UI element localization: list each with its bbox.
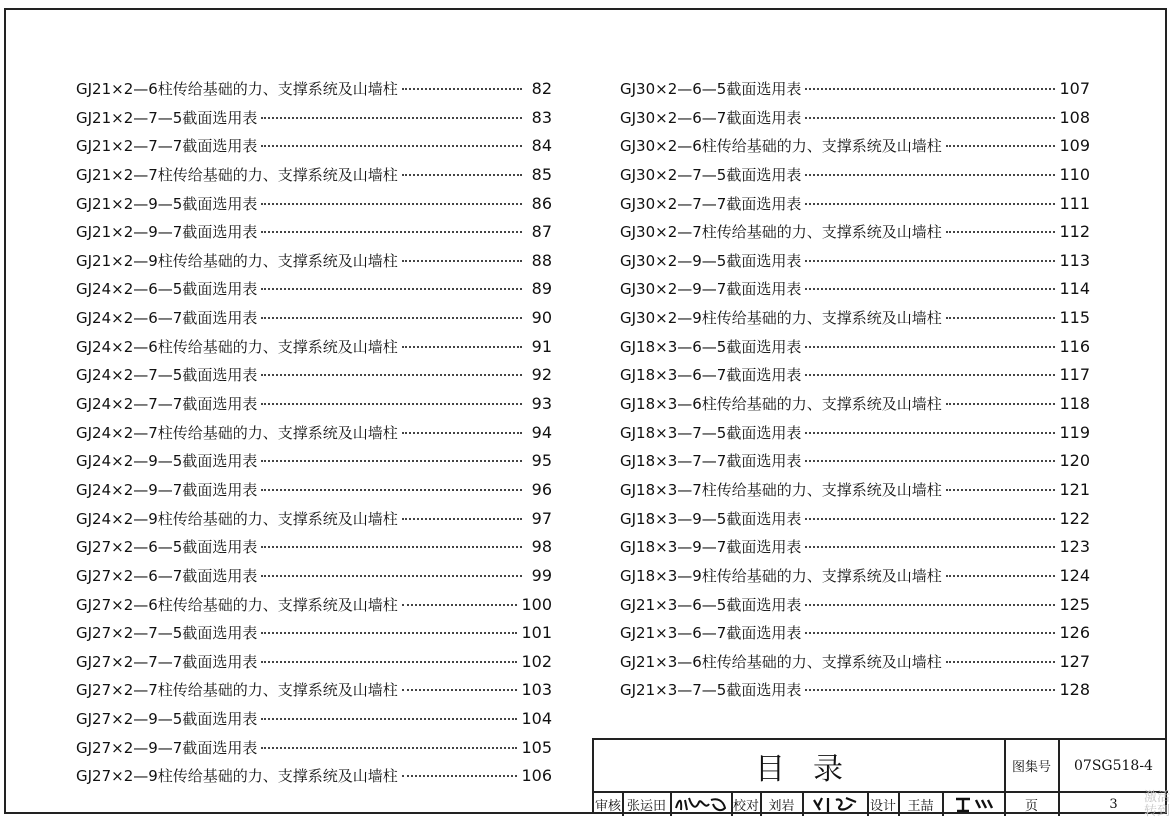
toc-entry: [620, 107, 1090, 136]
toc-entry-page: 84: [531, 136, 552, 156]
toc-entry: [76, 536, 552, 565]
toc-dot-leader: [402, 775, 518, 777]
review-label: 审核: [594, 798, 621, 814]
toc-entry-title: GJ18×3—7—7截面选用表: [620, 452, 802, 471]
reviewer-name: 张运田: [626, 798, 666, 814]
toc-entry-page: 87: [531, 222, 552, 242]
toc-entry-page: 112: [1059, 222, 1090, 242]
toc-dot-leader: [261, 145, 522, 147]
toc-entry-title: GJ21×3—7—5截面选用表: [620, 681, 802, 700]
toc-entry: [620, 393, 1090, 422]
toc-dot-leader: [261, 460, 522, 462]
toc-entry-title: GJ18×3—7柱传给基础的力、支撑系统及山墙柱: [620, 480, 942, 499]
toc-entry-page: 117: [1059, 365, 1090, 385]
toc-dot-leader: [805, 546, 1055, 548]
checker-signature: [803, 792, 867, 816]
toc-entry-page: 103: [521, 680, 552, 700]
toc-entry-title: GJ24×2—6—5截面选用表: [76, 280, 258, 299]
toc-dot-leader: [261, 231, 522, 233]
toc-entry-page: 106: [521, 766, 552, 786]
atlas-number-label: 图集号: [1011, 760, 1051, 775]
toc-dot-leader: [261, 718, 517, 720]
toc-dot-leader: [805, 260, 1055, 262]
toc-dot-leader: [261, 546, 522, 548]
toc-entry-page: 99: [531, 565, 552, 585]
title-block-title: 目录: [755, 752, 871, 787]
toc-entry: [76, 594, 552, 623]
toc-dot-leader: [261, 203, 522, 205]
toc-entry-page: 104: [521, 709, 552, 729]
toc-entry-title: GJ21×3—6柱传给基础的力、支撑系统及山墙柱: [620, 652, 942, 671]
toc-dot-leader: [402, 174, 522, 176]
toc-dot-leader: [402, 432, 522, 434]
toc-entry: [620, 679, 1090, 708]
toc-dot-leader: [261, 288, 522, 290]
toc-dot-leader: [402, 346, 522, 348]
toc-entry-page: 90: [531, 308, 552, 328]
toc-entry-page: 127: [1059, 651, 1090, 671]
toc-entry-page: 97: [531, 508, 552, 528]
toc-entry-title: GJ27×2—6—7截面选用表: [76, 566, 258, 585]
watermark-line-1: 激活: [1143, 790, 1170, 805]
toc-dot-leader: [261, 747, 517, 749]
watermark-line-2: 转到: [1143, 804, 1170, 819]
toc-dot-leader: [261, 661, 517, 663]
toc-entry-title: GJ30×2—9柱传给基础的力、支撑系统及山墙柱: [620, 309, 942, 328]
toc-entry-page: 122: [1059, 508, 1090, 528]
toc-dot-leader: [805, 374, 1055, 376]
toc-entry-page: 114: [1059, 279, 1090, 299]
toc-entry: [76, 450, 552, 479]
toc-entry-title: GJ24×2—7—5截面选用表: [76, 366, 258, 385]
toc-entry-title: GJ30×2—6柱传给基础的力、支撑系统及山墙柱: [620, 137, 942, 156]
toc-entry: [620, 479, 1090, 508]
toc-entry-page: 107: [1059, 79, 1090, 98]
toc-entry: [620, 250, 1090, 279]
toc-dot-leader: [261, 374, 522, 376]
toc-entry: [76, 565, 552, 594]
toc-entry-title: GJ18×3—6—7截面选用表: [620, 366, 802, 385]
toc-dot-leader: [261, 632, 517, 634]
toc-entry-page: 118: [1059, 394, 1090, 414]
toc-entry: [620, 450, 1090, 479]
toc-entry-title: GJ18×3—9柱传给基础的力、支撑系统及山墙柱: [620, 566, 942, 585]
toc-dot-leader: [946, 575, 1056, 577]
toc-entry-title: GJ18×3—7—5截面选用表: [620, 423, 802, 442]
toc-dot-leader: [261, 403, 522, 405]
toc-entry-page: 95: [531, 451, 552, 471]
check-label: 校对: [732, 798, 759, 814]
toc-entry: [76, 336, 552, 365]
toc-entry: [76, 364, 552, 393]
toc-dot-leader: [946, 145, 1056, 147]
toc-entry-page: 113: [1059, 250, 1090, 270]
toc-entry-title: GJ24×2—9—7截面选用表: [76, 480, 258, 499]
toc-dot-leader: [261, 489, 522, 491]
toc-dot-leader: [946, 403, 1056, 405]
toc-entry-page: 111: [1059, 193, 1090, 213]
toc-entry: [76, 193, 552, 222]
toc-entry-title: GJ21×3—6—5截面选用表: [620, 595, 802, 614]
toc-entry: [76, 622, 552, 651]
toc-entry-title: GJ24×2—7—7截面选用表: [76, 395, 258, 414]
atlas-number: 07SG518-4: [1074, 757, 1153, 774]
toc-dot-leader: [402, 604, 518, 606]
toc-dot-leader: [805, 689, 1055, 691]
title-block: [592, 738, 1166, 814]
toc-entry-title: GJ18×3—9—5截面选用表: [620, 509, 802, 528]
toc-entry-page: 105: [521, 737, 552, 757]
page-number: 3: [1109, 796, 1118, 812]
toc-entry-page: 124: [1059, 565, 1090, 585]
toc-dot-leader: [402, 260, 522, 262]
reviewer-signature-drawing: [673, 794, 729, 814]
toc-entry: [620, 135, 1090, 164]
toc-entry-page: 121: [1059, 479, 1090, 499]
design-label: 设计: [869, 798, 896, 814]
toc-entry-title: GJ27×2—7柱传给基础的力、支撑系统及山墙柱: [76, 681, 398, 700]
toc-entry-page: 94: [531, 422, 552, 442]
toc-entry-page: 110: [1059, 164, 1090, 184]
toc-entry: [620, 278, 1090, 307]
toc-dot-leader: [805, 117, 1055, 119]
toc-entry: [620, 508, 1090, 537]
toc-entry: [76, 508, 552, 537]
toc-entry-page: 123: [1059, 537, 1090, 557]
toc-entry: [76, 278, 552, 307]
toc-entry: [76, 765, 552, 794]
toc-entry: [76, 250, 552, 279]
toc-entry: [620, 565, 1090, 594]
toc-entry: [620, 594, 1090, 623]
toc-entry-page: 86: [531, 193, 552, 213]
toc-entry-page: 82: [531, 79, 552, 98]
toc-entry-page: 119: [1059, 422, 1090, 442]
toc-entry-title: GJ27×2—7—5截面选用表: [76, 624, 258, 643]
toc-dot-leader: [805, 518, 1055, 520]
toc-entry-title: GJ18×3—6—5截面选用表: [620, 337, 802, 356]
toc-entry: [620, 221, 1090, 250]
toc-dot-leader: [946, 231, 1056, 233]
designer-name: 王喆: [907, 798, 934, 814]
toc-entry-title: GJ30×2—7—5截面选用表: [620, 165, 802, 184]
toc-entry: [76, 737, 552, 766]
toc-entry-page: 126: [1059, 623, 1090, 643]
toc-entry: [76, 679, 552, 708]
toc-entry: [76, 135, 552, 164]
toc-entry-page: 83: [531, 107, 552, 127]
toc-dot-leader: [805, 432, 1055, 434]
toc-entry-page: 115: [1059, 308, 1090, 328]
toc-dot-leader: [946, 489, 1056, 491]
toc-entry-page: 125: [1059, 594, 1090, 614]
toc-entry: [76, 164, 552, 193]
toc-dot-leader: [805, 174, 1055, 176]
toc-entry-title: GJ30×2—9—7截面选用表: [620, 280, 802, 299]
toc-entry: [620, 307, 1090, 336]
toc-entry-title: GJ30×2—7柱传给基础的力、支撑系统及山墙柱: [620, 223, 942, 242]
toc-entry-page: 98: [531, 537, 552, 557]
toc-entry-page: 109: [1059, 136, 1090, 156]
toc-dot-leader: [805, 346, 1055, 348]
designer-signature: [943, 792, 1004, 816]
toc-entry-title: GJ30×2—6—5截面选用表: [620, 80, 802, 98]
toc-entry: [620, 336, 1090, 365]
toc-entry-page: 85: [531, 164, 552, 184]
toc-entry-title: GJ21×3—6—7截面选用表: [620, 624, 802, 643]
toc-entry-title: GJ27×2—9—7截面选用表: [76, 738, 258, 757]
toc-entry-title: GJ21×2—9—5截面选用表: [76, 194, 258, 213]
toc-dot-leader: [805, 88, 1055, 90]
toc-dot-leader: [805, 203, 1055, 205]
toc-entry-page: 101: [521, 623, 552, 643]
os-activation-watermark: [1144, 791, 1170, 819]
toc-entry-title: GJ27×2—6—5截面选用表: [76, 538, 258, 557]
toc-dot-leader: [261, 575, 522, 577]
toc-entry: [76, 221, 552, 250]
toc-entry-page: 92: [531, 365, 552, 385]
reviewer-signature: [671, 792, 731, 816]
toc-entry: [620, 422, 1090, 451]
toc-dot-leader: [805, 632, 1055, 634]
designer-signature-drawing: [952, 794, 996, 814]
toc-entry-title: GJ21×2—7—7截面选用表: [76, 137, 258, 156]
toc-dot-leader: [261, 317, 522, 319]
toc-entry-title: GJ21×2—7柱传给基础的力、支撑系统及山墙柱: [76, 165, 398, 184]
toc-entry-page: 108: [1059, 107, 1090, 127]
toc-entry-page: 100: [521, 594, 552, 614]
toc-entry-title: GJ21×2—9—7截面选用表: [76, 223, 258, 242]
toc-entry-title: GJ18×3—6柱传给基础的力、支撑系统及山墙柱: [620, 395, 942, 414]
toc-entry-title: GJ21×2—7—5截面选用表: [76, 108, 258, 127]
toc-dot-leader: [402, 88, 522, 90]
checker-signature-drawing: [810, 794, 860, 814]
toc-dot-leader: [805, 604, 1055, 606]
toc-entry: [620, 164, 1090, 193]
toc-entry-page: 116: [1059, 336, 1090, 356]
toc-entry: [620, 364, 1090, 393]
toc-entry: [76, 651, 552, 680]
toc-entry-page: 128: [1059, 680, 1090, 700]
toc-entry-page: 91: [531, 336, 552, 356]
toc-entry-page: 93: [531, 394, 552, 414]
toc-entry-title: GJ24×2—6—7截面选用表: [76, 309, 258, 328]
toc-entry: [76, 307, 552, 336]
toc-right-column: [620, 78, 1090, 708]
toc-entry: [620, 536, 1090, 565]
toc-entry-page: 89: [531, 279, 552, 299]
toc-entry-title: GJ18×3—9—7截面选用表: [620, 538, 802, 557]
toc-entry-title: GJ21×2—9柱传给基础的力、支撑系统及山墙柱: [76, 251, 398, 270]
toc-entry-title: GJ30×2—7—7截面选用表: [620, 194, 802, 213]
toc-entry-page: 120: [1059, 451, 1090, 471]
toc-entry-title: GJ27×2—9—5截面选用表: [76, 710, 258, 729]
toc-entry: [76, 107, 552, 136]
page-label: 页: [1024, 798, 1038, 814]
toc-entry: [76, 708, 552, 737]
toc-entry-title: GJ21×2—6柱传给基础的力、支撑系统及山墙柱: [76, 80, 398, 98]
toc-dot-leader: [805, 288, 1055, 290]
toc-dot-leader: [946, 661, 1056, 663]
toc-left-column: [76, 78, 552, 794]
toc-dot-leader: [402, 518, 522, 520]
toc-entry-page: 102: [521, 651, 552, 671]
toc-entry-title: GJ24×2—9—5截面选用表: [76, 452, 258, 471]
toc-entry-title: GJ24×2—6柱传给基础的力、支撑系统及山墙柱: [76, 337, 398, 356]
toc-dot-leader: [946, 317, 1056, 319]
toc-entry: [76, 479, 552, 508]
toc-dot-leader: [402, 689, 518, 691]
toc-entry-page: 88: [531, 250, 552, 270]
toc-entry: [620, 193, 1090, 222]
toc-entry-title: GJ30×2—9—5截面选用表: [620, 251, 802, 270]
toc-dot-leader: [805, 460, 1055, 462]
checker-name: 刘岩: [768, 798, 795, 814]
toc-entry: [620, 651, 1090, 680]
toc-entry-title: GJ24×2—7柱传给基础的力、支撑系统及山墙柱: [76, 423, 398, 442]
toc-entry-title: GJ27×2—6柱传给基础的力、支撑系统及山墙柱: [76, 595, 398, 614]
toc-entry-title: GJ27×2—7—7截面选用表: [76, 652, 258, 671]
toc-entry-page: 96: [531, 479, 552, 499]
toc-entry: [620, 622, 1090, 651]
toc-entry-title: GJ27×2—9柱传给基础的力、支撑系统及山墙柱: [76, 767, 398, 786]
toc-entry-title: GJ30×2—6—7截面选用表: [620, 108, 802, 127]
toc-dot-leader: [261, 117, 522, 119]
toc-entry: [620, 78, 1090, 107]
toc-entry-title: GJ24×2—9柱传给基础的力、支撑系统及山墙柱: [76, 509, 398, 528]
toc-entry: [76, 422, 552, 451]
toc-entry: [76, 78, 552, 107]
toc-entry: [76, 393, 552, 422]
